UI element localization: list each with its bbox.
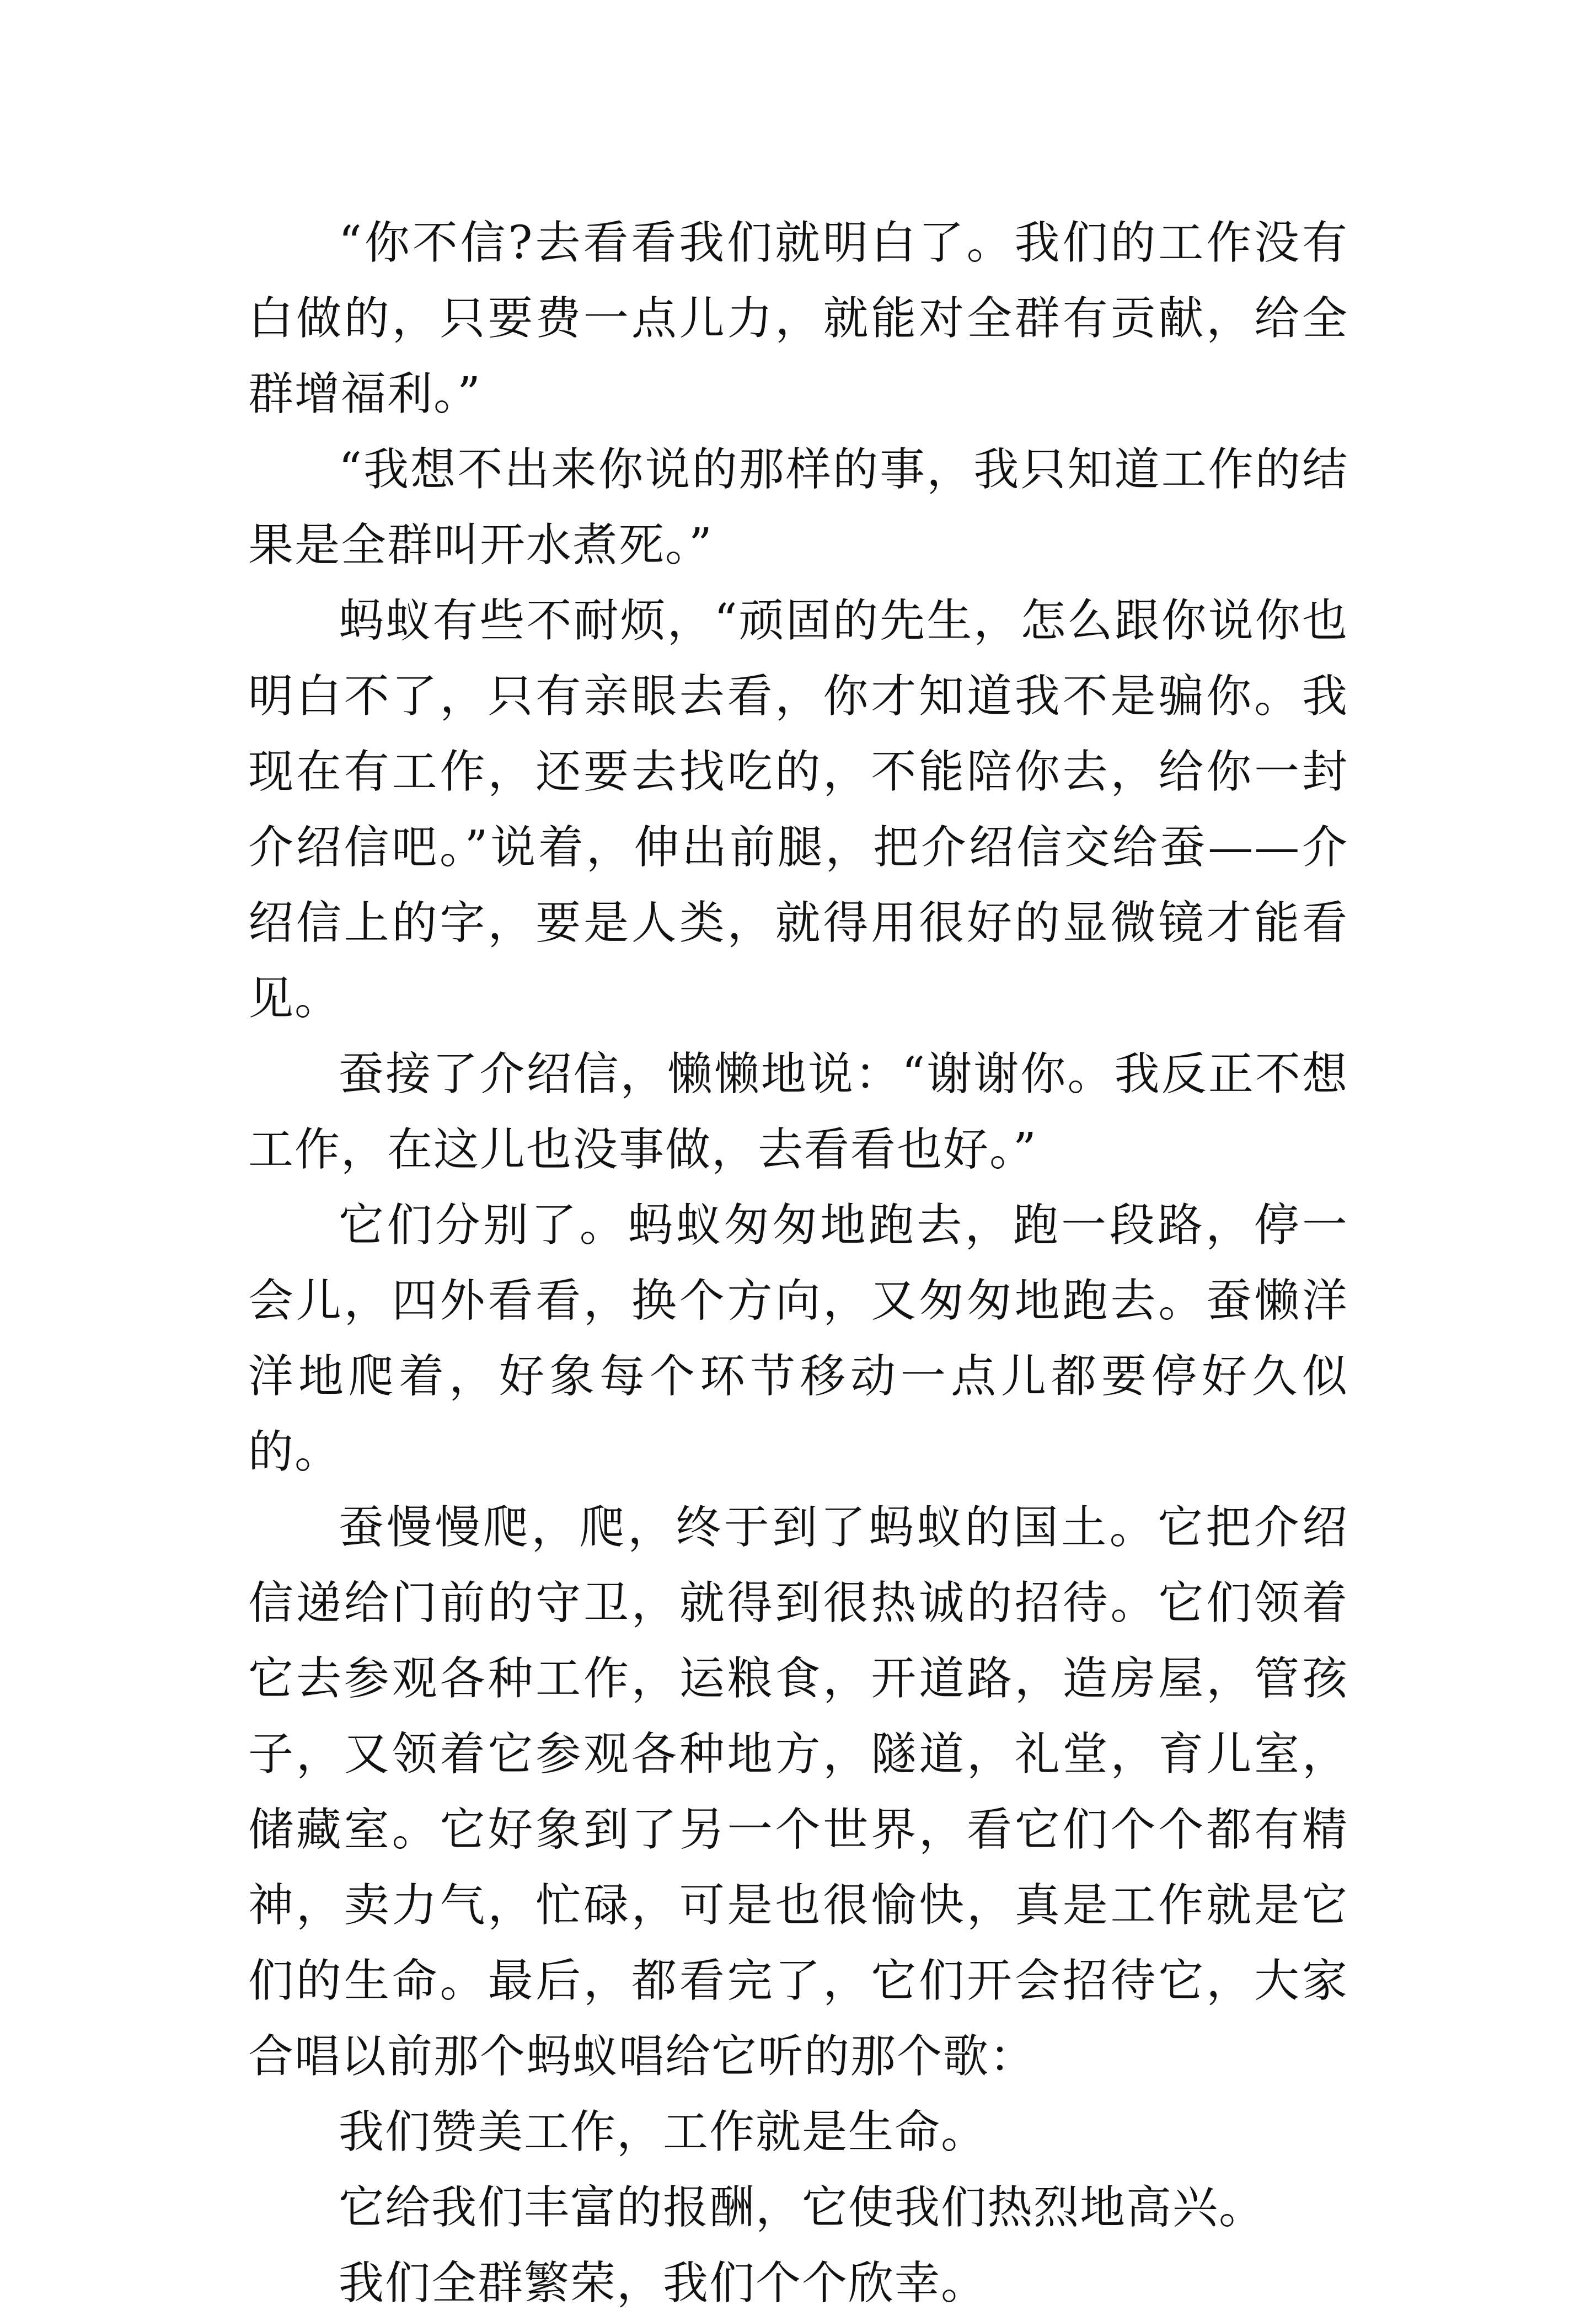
paragraph: 蚂蚁有些不耐烦，“顽固的先生，怎么跟你说你也明白不了，只有亲眼去看，你才知道我不是骗你。我现在有工作，还要去找吃的，不能陪你去，给你一封介绍信吧。”说着，伸出前腿，把介绍信交给蚕——介绍信上的字，要是人类，就得用很好的显微镜才能看见。: [248, 595, 1348, 1025]
song-line: 我们赞美工作，工作就是生命。: [339, 2106, 988, 2158]
paragraph: 蚕慢慢爬，爬，终于到了蚂蚁的国土。它把介绍信递给门前的守卫，就得到很热诚的招待。它们领着它去参观各种工作，运粮食，开道路，造房屋，管孩子，又领着它参观各种地方，隧道，礼堂，育儿室，储藏室。它好象到了另一个世界，看它们个个都有精神，卖力气，忙碌，可是也很愉快，真是工作就是它们的生命。最后，都看完了，它们开会招待它，大家合唱以前那个蚂蚁唱给它听的那个歌：: [248, 1501, 1348, 2083]
paragraph: “我想不出来你说的那样的事，我只知道工作的结果是全群叫开水煮死。”: [248, 443, 1348, 571]
paragraph: “你不信?去看看我们就明白了。我们的工作没有白做的，只要费一点儿力，就能对全群有贡献，给全群增福利。”: [248, 217, 1348, 420]
song-line: 它给我们丰富的报酬，它使我们热烈地高兴。: [339, 2181, 1266, 2234]
document-body: [248, 205, 1348, 2321]
paragraph: 蚕接了介绍信，懒懒地说：“谢谢你。我反正不想工作，在这儿也没事做，去看看也好。”: [248, 1048, 1348, 1176]
song-line: 我们全群繁荣，我们个个欣幸。: [339, 2257, 988, 2309]
paragraph: 它们分别了。蚂蚁匆匆地跑去，跑一段路，停一会儿，四外看看，换个方向，又匆匆地跑去。蚕懒洋洋地爬着，好象每个环节移动一点儿都要停好久似的。: [248, 1199, 1348, 1478]
